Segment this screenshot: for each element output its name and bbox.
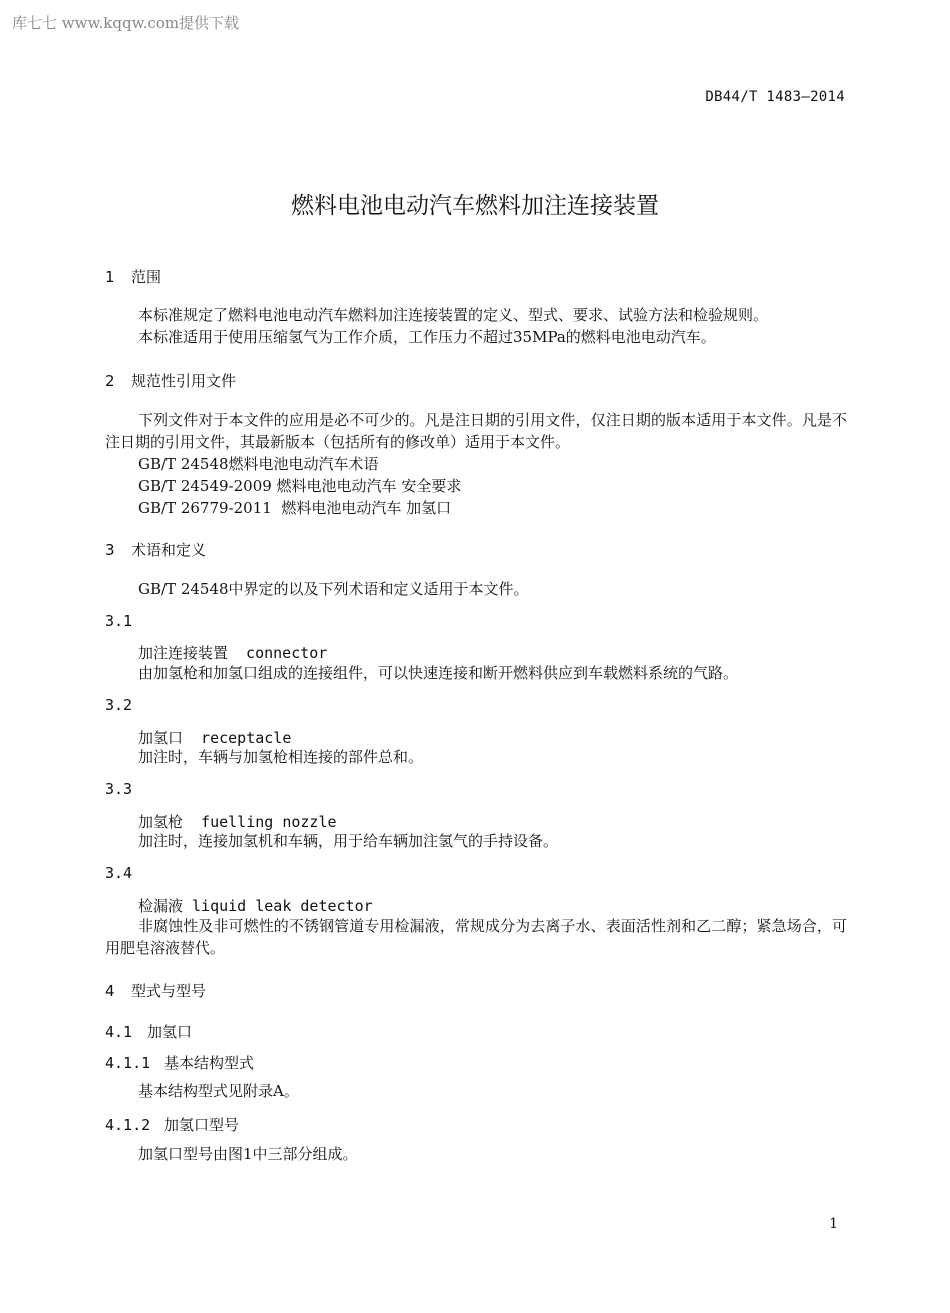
term-definition: 加注时，连接加氢机和车辆，用于给车辆加注氢气的手持设备。 [138, 832, 559, 850]
term-number: 3.4 [105, 864, 133, 882]
section-number: 1 [105, 268, 115, 286]
section-3-heading [105, 539, 206, 560]
reference-item: GB/T 26779-2011 燃料电池电动汽车 加氢口 [138, 499, 452, 517]
subsection-4-1-2-heading [105, 1114, 239, 1135]
subsection-title: 加氢口 [147, 1023, 193, 1041]
term-definition: 加注时，车辆与加氢枪相连接的部件总和。 [138, 748, 424, 766]
subsection-number: 4.1 [105, 1023, 133, 1041]
section-2-heading [105, 370, 236, 391]
reference-item: GB/T 24548燃料电池电动汽车术语 [138, 455, 379, 473]
page-number: 1 [829, 1216, 838, 1232]
term-number: 3.2 [105, 696, 133, 714]
subsection-4-1-heading [105, 1021, 192, 1042]
watermark: 库七七 www.kqqw.com提供下载 [12, 14, 240, 32]
section-number: 2 [105, 372, 115, 390]
section-1-paragraph-2: 本标准适用于使用压缩氢气为工作介质，工作压力不超过35MPa的燃料电池电动汽车。 [138, 328, 716, 346]
section-number: 3 [105, 541, 115, 559]
section-1-heading [105, 266, 161, 287]
section-title: 型式与型号 [131, 982, 207, 1000]
reference-item: GB/T 24549-2009 燃料电池电动汽车 安全要求 [138, 477, 462, 495]
term-number: 3.1 [105, 612, 133, 630]
subsection-4-1-2-paragraph: 加氢口型号由图1中三部分组成。 [138, 1145, 358, 1163]
term-heading: 加氢口 receptacle [138, 729, 292, 747]
subsection-4-1-1-heading [105, 1052, 254, 1073]
term-definition: 由加氢枪和加氢口组成的连接组件，可以快速连接和断开燃料供应到车载燃料系统的气路。 [138, 664, 739, 682]
document-title: 燃料电池电动汽车燃料加注连接装置 [291, 193, 659, 219]
section-2-paragraph-1: 下列文件对于本文件的应用是必不可少的。凡是注日期的引用文件，仅注日期的版本适用于本文件。凡是不注日期的引用文件，其最新版本（包括所有的修改单）适用于本文件。 [105, 411, 847, 451]
term-heading: 检漏液 liquid leak detector [138, 897, 373, 915]
term-number: 3.3 [105, 780, 133, 798]
subsection-number: 4.1.2 [105, 1116, 151, 1134]
subsection-number: 4.1.1 [105, 1054, 151, 1072]
term-definition: 非腐蚀性及非可燃性的不锈钢管道专用检漏液，常规成分为去离子水、表面活性剂和乙二醇；紧急场合，可用肥皂溶液替代。 [105, 917, 847, 957]
subsection-title: 加氢口型号 [164, 1116, 240, 1134]
section-title: 术语和定义 [131, 541, 207, 559]
term-heading: 加氢枪 fuelling nozzle [138, 813, 337, 831]
subsection-4-1-1-paragraph: 基本结构型式见附录A。 [138, 1082, 299, 1100]
subsection-title: 基本结构型式 [164, 1054, 255, 1072]
document-number: DB44/T 1483—2014 [705, 89, 845, 105]
section-1-paragraph-1: 本标准规定了燃料电池电动汽车燃料加注连接装置的定义、型式、要求、试验方法和检验规则。 [138, 306, 769, 324]
section-number: 4 [105, 982, 115, 1000]
term-heading: 加注连接装置 connector [138, 644, 328, 662]
section-title: 规范性引用文件 [131, 372, 237, 390]
section-title: 范围 [131, 268, 162, 286]
section-3-paragraph-1: GB/T 24548中界定的以及下列术语和定义适用于本文件。 [138, 580, 529, 598]
section-4-heading [105, 980, 206, 1001]
